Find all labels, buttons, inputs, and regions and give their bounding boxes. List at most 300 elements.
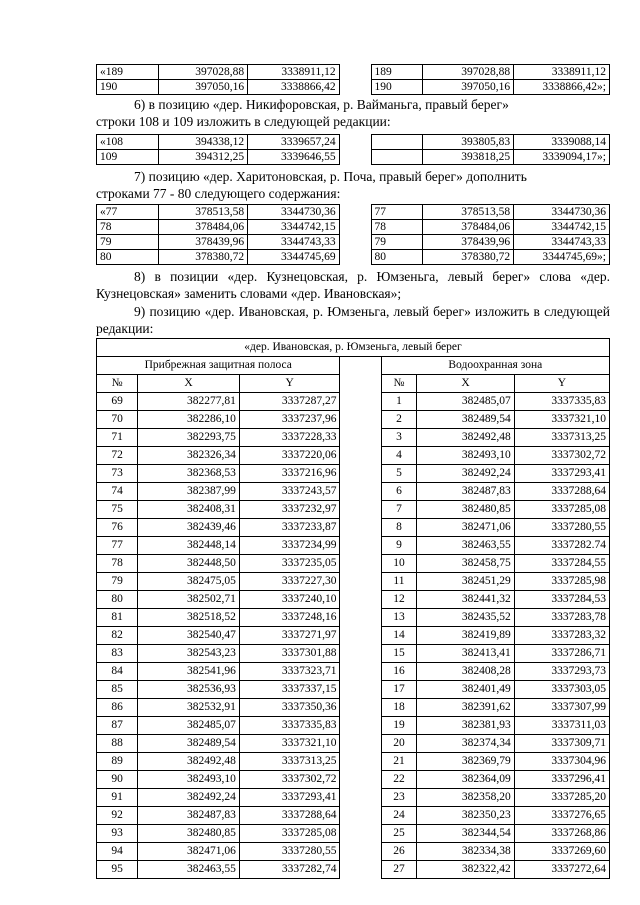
coastal-num-cell: 71 (97, 429, 138, 447)
left-num-cell: 190 (97, 80, 159, 95)
left-y-cell: 3338866,42 (248, 80, 340, 95)
zone-num-cell: 21 (381, 753, 417, 771)
coastal-num-cell: 95 (97, 861, 138, 879)
table-row (97, 429, 610, 447)
left-x-cell: 378513,58 (158, 205, 247, 220)
gap-cell (340, 789, 381, 807)
table-row (97, 717, 610, 735)
table-row (97, 825, 610, 843)
table-row (97, 447, 610, 465)
zone-y-cell: 3337293,73 (514, 663, 609, 681)
zone-x-cell: 382492,48 (417, 429, 514, 447)
zone-x-cell: 382401,49 (417, 681, 514, 699)
left-x-cell: 397028,88 (158, 65, 247, 80)
coastal-y-cell: 3337216,96 (239, 465, 340, 483)
coastal-num-cell: 79 (97, 573, 138, 591)
zone-y-cell: 3337269,60 (514, 843, 609, 861)
left-y-cell: 3344730,36 (248, 205, 340, 220)
coastal-num-cell: 76 (97, 519, 138, 537)
right-num-cell: 79 (371, 235, 422, 250)
table-row (97, 627, 610, 645)
coastal-y-cell: 3337232,97 (239, 501, 340, 519)
zone-y-cell: 3337280,55 (514, 519, 609, 537)
main-coordinates-table (96, 338, 610, 879)
zone-num-cell: 13 (381, 609, 417, 627)
zone-y-cell: 3337302,72 (514, 447, 609, 465)
zone-x-cell: 382441,32 (417, 591, 514, 609)
table-a-body (97, 65, 610, 95)
gap-cell (340, 555, 381, 573)
table-row (97, 235, 610, 250)
right-y-cell: 3344745,69»; (514, 250, 610, 265)
left-y-cell: 3344745,69 (248, 250, 340, 265)
zone-num-cell: 7 (381, 501, 417, 519)
coastal-x-cell: 382493,10 (138, 771, 240, 789)
coastal-strip-header: Прибрежная защитная полоса (97, 357, 340, 375)
gap-cell (340, 717, 381, 735)
coastal-y-cell: 3337271,97 (239, 627, 340, 645)
coastal-x-cell: 382502,71 (138, 591, 240, 609)
zone-x-cell: 382471,06 (417, 519, 514, 537)
left-x-cell: 394338,12 (158, 135, 247, 150)
coastal-y-cell: 3337302,72 (239, 771, 340, 789)
gap-cell (340, 771, 381, 789)
left-num-cell: 109 (97, 150, 159, 165)
coastal-y-cell: 3337350,36 (239, 699, 340, 717)
zone-y-cell: 3337304,96 (514, 753, 609, 771)
coastal-x-cell: 382286,10 (138, 411, 240, 429)
main-table-col-header-row (97, 375, 610, 393)
zone-num-cell: 8 (381, 519, 417, 537)
left-x-cell: 397050,16 (158, 80, 247, 95)
right-y-cell: 3339088,14 (514, 135, 610, 150)
zone-x-cell: 382369,79 (417, 753, 514, 771)
table-row (97, 807, 610, 825)
zone-x-cell: 382358,20 (417, 789, 514, 807)
gap-cell (339, 220, 371, 235)
zone-y-cell: 3337321,10 (514, 411, 609, 429)
zone-num-cell: 17 (381, 681, 417, 699)
coastal-y-cell: 3337228,33 (239, 429, 340, 447)
table-row (97, 150, 610, 165)
coastal-x-cell: 382543,23 (138, 645, 240, 663)
gap-cell (340, 411, 381, 429)
coastal-x-cell: 382448,14 (138, 537, 240, 555)
zone-y-cell: 3337285,08 (514, 501, 609, 519)
zone-x-cell: 382391,62 (417, 699, 514, 717)
table-row (97, 843, 610, 861)
table-row (97, 609, 610, 627)
table-row (97, 555, 610, 573)
zone-x-cell: 382487,83 (417, 483, 514, 501)
coastal-y-cell: 3337323,71 (239, 663, 340, 681)
coastal-num-cell: 75 (97, 501, 138, 519)
gap-cell (339, 235, 371, 250)
zone-y-cell: 3337283,78 (514, 609, 609, 627)
zone-y-cell: 3337303,05 (514, 681, 609, 699)
coastal-y-cell: 3337248,16 (239, 609, 340, 627)
table-row (97, 501, 610, 519)
right-y-cell: 3344742,15 (514, 220, 610, 235)
coastal-num-cell: 80 (97, 591, 138, 609)
coastal-x-cell: 382448,50 (138, 555, 240, 573)
zone-x-cell: 382413,41 (417, 645, 514, 663)
zone-x-cell: 382492,24 (417, 465, 514, 483)
coastal-x-cell: 382480,85 (138, 825, 240, 843)
gap-cell (340, 519, 381, 537)
zone-y-cell: 3337284,55 (514, 555, 609, 573)
gap-cell (339, 205, 371, 220)
left-x-cell: 394312,25 (158, 150, 247, 165)
coordinates-table-b (96, 134, 610, 165)
zone-y-cell: 3337296,41 (514, 771, 609, 789)
coastal-x-cell: 382492,48 (138, 753, 240, 771)
coordinates-table-a (96, 64, 610, 95)
zone-num-cell: 5 (381, 465, 417, 483)
paragraph-8: 8) в позиции «дер. Кузнецовская, р. Юмзеньга, левый берег» слова «дер. Кузнецовская» заменить словами «дер. Ивановская»; (96, 269, 610, 301)
coastal-x-cell: 382387,99 (138, 483, 240, 501)
coastal-y-cell: 3337321,10 (239, 735, 340, 753)
paragraph-6-line1: 6) в позицию «дер. Никифоровская, р. Вайманьга, правый берег» (134, 97, 509, 112)
coastal-num-cell: 89 (97, 753, 138, 771)
zone-y-cell: 3337276,65 (514, 807, 609, 825)
coastal-x-cell: 382408,31 (138, 501, 240, 519)
zone-num-cell: 25 (381, 825, 417, 843)
zone-num-cell: 14 (381, 627, 417, 645)
zone-num-cell: 12 (381, 591, 417, 609)
paragraph-6-line2: строки 108 и 109 изложить в следующей редакции: (96, 114, 391, 129)
left-num-cell: 80 (97, 250, 159, 265)
zone-x-cell: 382480,85 (417, 501, 514, 519)
zone-x-cell: 382364,09 (417, 771, 514, 789)
left-num-cell: 79 (97, 235, 159, 250)
paragraph-7-line2: строками 77 - 80 следующего содержания: (96, 186, 341, 201)
coastal-x-cell: 382536,93 (138, 681, 240, 699)
left-x-cell: 378380,72 (158, 250, 247, 265)
coastal-x-cell: 382439,46 (138, 519, 240, 537)
zone-num-cell: 6 (381, 483, 417, 501)
coastal-num-cell: 86 (97, 699, 138, 717)
paragraph-9: 9) позицию «дер. Ивановская, р. Юмзеньга, левый берег» изложить в следующей редакции: (96, 304, 610, 336)
gap-cell (340, 393, 381, 411)
zone-num-cell: 18 (381, 699, 417, 717)
zone-num-cell: 3 (381, 429, 417, 447)
gap-cell (340, 663, 381, 681)
zone-y-cell: 3337313,25 (514, 429, 609, 447)
left-y-cell: 3338911,12 (248, 65, 340, 80)
gap-cell (340, 825, 381, 843)
coastal-num-cell: 93 (97, 825, 138, 843)
right-num-cell: 190 (371, 80, 422, 95)
coastal-x-cell: 382293,75 (138, 429, 240, 447)
gap-cell (340, 483, 381, 501)
zone-y-cell: 3337268,86 (514, 825, 609, 843)
zone-num-cell: 15 (381, 645, 417, 663)
coastal-y-cell: 3337301,88 (239, 645, 340, 663)
gap-cell (340, 429, 381, 447)
main-table-title-row (97, 339, 610, 357)
zone-x-cell: 382344,54 (417, 825, 514, 843)
right-x-cell: 378484,06 (422, 220, 514, 235)
table-row (97, 771, 610, 789)
left-y-cell: 3339657,24 (248, 135, 340, 150)
coastal-x-cell: 382485,07 (138, 717, 240, 735)
right-x-cell: 397050,16 (422, 80, 514, 95)
zone-num-cell: 4 (381, 447, 417, 465)
col-header-num-right: № (381, 375, 417, 393)
coastal-x-cell: 382277,81 (138, 393, 240, 411)
coastal-num-cell: 85 (97, 681, 138, 699)
coastal-y-cell: 3337285,08 (239, 825, 340, 843)
zone-num-cell: 27 (381, 861, 417, 879)
gap-cell (340, 843, 381, 861)
zone-y-cell: 3337285,98 (514, 573, 609, 591)
coastal-num-cell: 88 (97, 735, 138, 753)
zone-y-cell: 3337284,53 (514, 591, 609, 609)
coastal-x-cell: 382368,53 (138, 465, 240, 483)
zone-x-cell: 382322,42 (417, 861, 514, 879)
table-row (97, 80, 610, 95)
table-row (97, 483, 610, 501)
zone-num-cell: 10 (381, 555, 417, 573)
right-num-cell: 80 (371, 250, 422, 265)
table-row (97, 519, 610, 537)
zone-x-cell: 382489,54 (417, 411, 514, 429)
coastal-num-cell: 73 (97, 465, 138, 483)
zone-x-cell: 382419,89 (417, 627, 514, 645)
left-num-cell: «189 (97, 65, 159, 80)
zone-x-cell: 382451,29 (417, 573, 514, 591)
coastal-y-cell: 3337234,99 (239, 537, 340, 555)
zone-y-cell: 3337307,99 (514, 699, 609, 717)
paragraph-7-line1: 7) позицию «дер. Харитоновская, р. Поча, правый берег» дополнить (134, 169, 527, 184)
table-row (97, 789, 610, 807)
left-y-cell: 3344742,15 (248, 220, 340, 235)
paragraph-7 (96, 168, 610, 202)
zone-num-cell: 2 (381, 411, 417, 429)
coastal-y-cell: 3337233,87 (239, 519, 340, 537)
coastal-num-cell: 87 (97, 717, 138, 735)
left-num-cell: «77 (97, 205, 159, 220)
gap-cell (340, 735, 381, 753)
coastal-y-cell: 3337313,25 (239, 753, 340, 771)
right-x-cell: 393805,83 (422, 135, 514, 150)
right-x-cell: 378380,72 (422, 250, 514, 265)
zone-y-cell: 3337282.74 (514, 537, 609, 555)
coastal-num-cell: 90 (97, 771, 138, 789)
coastal-x-cell: 382518,52 (138, 609, 240, 627)
coastal-y-cell: 3337237,96 (239, 411, 340, 429)
zone-num-cell: 1 (381, 393, 417, 411)
table-row (97, 537, 610, 555)
table-c-body (97, 205, 610, 265)
main-table-title: «дер. Ивановская, р. Юмзеньга, левый берег (97, 339, 610, 357)
gap-cell (339, 135, 371, 150)
zone-y-cell: 3337309,71 (514, 735, 609, 753)
left-x-cell: 378484,06 (158, 220, 247, 235)
col-header-x-right: X (417, 375, 514, 393)
table-row (97, 250, 610, 265)
right-y-cell: 3344743,33 (514, 235, 610, 250)
main-table-section-row (97, 357, 610, 375)
right-x-cell: 397028,88 (422, 65, 514, 80)
coastal-num-cell: 92 (97, 807, 138, 825)
coastal-y-cell: 3337280,55 (239, 843, 340, 861)
zone-num-cell: 9 (381, 537, 417, 555)
zone-x-cell: 382485,07 (417, 393, 514, 411)
coastal-x-cell: 382487,83 (138, 807, 240, 825)
right-num-cell: 77 (371, 205, 422, 220)
right-num-cell: 189 (371, 65, 422, 80)
table-row (97, 573, 610, 591)
zone-x-cell: 382350,23 (417, 807, 514, 825)
coastal-num-cell: 70 (97, 411, 138, 429)
table-row (97, 861, 610, 879)
coastal-x-cell: 382471,06 (138, 843, 240, 861)
gap-cell (340, 753, 381, 771)
coastal-y-cell: 3337293,41 (239, 789, 340, 807)
coastal-num-cell: 78 (97, 555, 138, 573)
zone-x-cell: 382493,10 (417, 447, 514, 465)
coastal-x-cell: 382475,05 (138, 573, 240, 591)
coastal-num-cell: 82 (97, 627, 138, 645)
right-x-cell: 378513,58 (422, 205, 514, 220)
left-y-cell: 3344743,33 (248, 235, 340, 250)
zone-y-cell: 3337293,41 (514, 465, 609, 483)
right-y-cell: 3344730,36 (514, 205, 610, 220)
main-table-body (97, 339, 610, 879)
coastal-y-cell: 3337240,10 (239, 591, 340, 609)
coastal-y-cell: 3337337,15 (239, 681, 340, 699)
zone-num-cell: 24 (381, 807, 417, 825)
coastal-num-cell: 84 (97, 663, 138, 681)
zone-y-cell: 3337311,03 (514, 717, 609, 735)
right-x-cell: 378439,96 (422, 235, 514, 250)
gap-cell (340, 645, 381, 663)
zone-num-cell: 26 (381, 843, 417, 861)
zone-x-cell: 382458,75 (417, 555, 514, 573)
col-header-y-left: Y (239, 375, 340, 393)
left-num-cell: «108 (97, 135, 159, 150)
table-row (97, 681, 610, 699)
zone-num-cell: 16 (381, 663, 417, 681)
coastal-y-cell: 3337287,27 (239, 393, 340, 411)
zone-x-cell: 382334,38 (417, 843, 514, 861)
gap-cell (340, 573, 381, 591)
table-row (97, 663, 610, 681)
zone-y-cell: 3337288,64 (514, 483, 609, 501)
right-num-cell (371, 135, 422, 150)
gap-cell (340, 681, 381, 699)
zone-y-cell: 3337285,20 (514, 789, 609, 807)
zone-num-cell: 11 (381, 573, 417, 591)
left-num-cell: 78 (97, 220, 159, 235)
coastal-x-cell: 382326,34 (138, 447, 240, 465)
paragraph-6 (96, 96, 610, 130)
gap-cell (339, 80, 371, 95)
coastal-num-cell: 74 (97, 483, 138, 501)
zone-y-cell: 3337272,64 (514, 861, 609, 879)
gap-cell (339, 250, 371, 265)
gap-cell (339, 65, 371, 80)
table-row (97, 465, 610, 483)
zone-num-cell: 20 (381, 735, 417, 753)
zone-y-cell: 3337283,32 (514, 627, 609, 645)
zone-x-cell: 382374,34 (417, 735, 514, 753)
coastal-y-cell: 3337288,64 (239, 807, 340, 825)
zone-x-cell: 382463,55 (417, 537, 514, 555)
right-num-cell: 78 (371, 220, 422, 235)
gap-cell (340, 501, 381, 519)
table-b-body (97, 135, 610, 165)
coastal-y-cell: 3337282,74 (239, 861, 340, 879)
table-row (97, 591, 610, 609)
right-x-cell: 393818,25 (422, 150, 514, 165)
col-header-y-right: Y (514, 375, 609, 393)
table-row (97, 393, 610, 411)
zone-x-cell: 382408,28 (417, 663, 514, 681)
water-zone-header: Водоохранная зона (381, 357, 609, 375)
coastal-num-cell: 77 (97, 537, 138, 555)
table-row (97, 135, 610, 150)
coastal-y-cell: 3337243,57 (239, 483, 340, 501)
right-y-cell: 3338911,12 (514, 65, 610, 80)
gap-cell (340, 591, 381, 609)
right-num-cell (371, 150, 422, 165)
left-x-cell: 378439,96 (158, 235, 247, 250)
zone-num-cell: 19 (381, 717, 417, 735)
right-y-cell: 3339094,17»; (514, 150, 610, 165)
zone-x-cell: 382381,93 (417, 717, 514, 735)
table-row (97, 205, 610, 220)
gap-cell (339, 150, 371, 165)
table-row (97, 65, 610, 80)
coastal-y-cell: 3337235,05 (239, 555, 340, 573)
coastal-y-cell: 3337227,30 (239, 573, 340, 591)
coastal-y-cell: 3337335,83 (239, 717, 340, 735)
coastal-num-cell: 94 (97, 843, 138, 861)
coastal-num-cell: 81 (97, 609, 138, 627)
gap-cell (340, 807, 381, 825)
right-y-cell: 3338866,42»; (514, 80, 610, 95)
col-header-num-left: № (97, 375, 138, 393)
coastal-x-cell: 382463,55 (138, 861, 240, 879)
coordinates-table-c (96, 204, 610, 265)
zone-y-cell: 3337335,83 (514, 393, 609, 411)
gap-cell (340, 537, 381, 555)
zone-y-cell: 3337286,71 (514, 645, 609, 663)
gap-cell (340, 699, 381, 717)
coastal-x-cell: 382489,54 (138, 735, 240, 753)
gap-cell (340, 609, 381, 627)
gap-cell (340, 465, 381, 483)
coastal-num-cell: 83 (97, 645, 138, 663)
col-header-x-left: X (138, 375, 240, 393)
table-row (97, 411, 610, 429)
zone-num-cell: 23 (381, 789, 417, 807)
zone-num-cell: 22 (381, 771, 417, 789)
zone-x-cell: 382435,52 (417, 609, 514, 627)
table-row (97, 735, 610, 753)
table-row (97, 645, 610, 663)
gap-cell (340, 627, 381, 645)
coastal-y-cell: 3337220,06 (239, 447, 340, 465)
table-row (97, 699, 610, 717)
coastal-x-cell: 382541,96 (138, 663, 240, 681)
gap-cell (340, 861, 381, 879)
left-y-cell: 3339646,55 (248, 150, 340, 165)
coastal-num-cell: 91 (97, 789, 138, 807)
